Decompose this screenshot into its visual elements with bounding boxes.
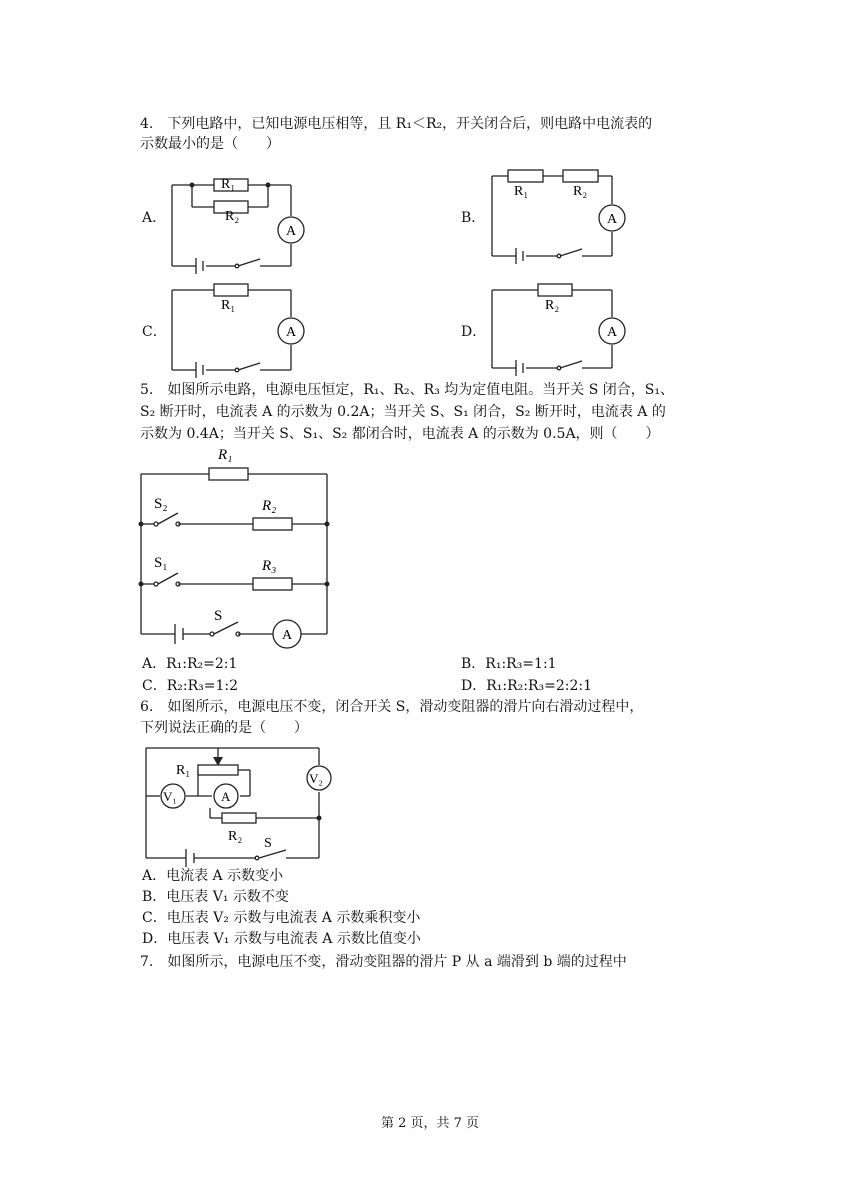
q5-stem-line3: 示数为 0.4A；当开关 S、S₁、S₂ 都闭合时，电流表 A 的示数为 0.5A，则（ ） [140,426,660,442]
q4-stem-line2: 示数最小的是（ ） [140,136,280,152]
q5-choice-d[interactable]: D．R₁:R₂:R₃=2:2:1 [461,678,593,694]
q6-r2-label [228,826,258,846]
q6-stem-line1: 6. 如图所示，电源电压不变，闭合开关 S，滑动变阻器的滑片向右滑动过程中， [140,699,644,715]
q5-stem-line1: 5. 如图所示电路，电源电压恒定，R₁、R₂、R₃ 均为定值电阻。当开关 S 闭合，S₁、 [140,382,674,398]
svg-text:S: S [264,836,272,851]
svg-text:R₂: R₂ [225,209,240,224]
q4-stem-line1: 4. 下列电路中，已知电源电压相等，且 R₁＜R₂，开关闭合后，则电路中电流表的 [140,116,653,132]
svg-text:V₁: V₁ [163,789,177,804]
svg-text:R₁: R₁ [221,298,236,313]
q6-s-label [264,833,280,851]
svg-text:R₁: R₁ [514,184,529,199]
q6-v2-label [309,771,333,787]
q4-option-b-label: B． [461,210,486,226]
q4-option-a-label: A． [142,210,167,226]
q5-choice-a[interactable]: A．R₁:R₂=2:1 [142,656,238,672]
svg-text:R₃: R₃ [262,558,277,574]
q4-option-c-label: C． [142,324,167,340]
svg-text:V₂: V₂ [309,771,323,786]
svg-text:R₂: R₂ [228,829,243,844]
q6-r1-label [176,760,206,780]
page-footer: 第 2 页，共 7 页 [380,1116,480,1131]
q6-v1-label [163,789,187,805]
svg-text:A: A [607,212,618,227]
svg-text:R₁: R₁ [218,447,233,463]
svg-text:R₂: R₂ [573,184,588,199]
q6-choice-d[interactable]: D．电压表 V₁ 示数与电流表 A 示数比值变小 [142,931,421,947]
svg-text:A: A [282,628,293,643]
q6-choice-a[interactable]: A．电流表 A 示数变小 [142,868,284,884]
svg-text:R₂: R₂ [545,298,560,313]
q5-choice-b[interactable]: B．R₁:R₃=1:1 [461,656,557,672]
svg-text:S: S [214,608,223,624]
svg-text:S₂: S₂ [154,496,168,512]
svg-text:S₁: S₁ [154,555,168,571]
q6-choice-c[interactable]: C．电压表 V₂ 示数与电流表 A 示数乘积变小 [142,910,421,926]
svg-text:R₂: R₂ [262,498,277,514]
svg-text:A: A [286,224,297,239]
svg-text:A: A [286,325,297,340]
q7-stem-line1: 7. 如图所示，电源电压不变，滑动变阻器的滑片 P 从 a 端滑到 b 端的过程中 [140,954,627,970]
q6-choice-b[interactable]: B．电压表 V₁ 示数不变 [142,889,289,905]
q6-stem-line2: 下列说法正确的是（ ） [140,720,308,736]
svg-text:A: A [607,325,618,340]
svg-text:R₁: R₁ [176,763,191,778]
svg-text:A: A [221,789,231,804]
q4-option-d-label: D． [461,324,487,340]
svg-text:R₁: R₁ [221,177,236,192]
q5-stem-line2: S₂ 断开时，电流表 A 的示数为 0.2A；当开关 S、S₁ 闭合，S₂ 断开时，电流表 A 的 [140,404,666,420]
q6-ammeter-label [221,789,235,805]
q5-choice-c[interactable]: C．R₂:R₃=1:2 [142,678,238,694]
